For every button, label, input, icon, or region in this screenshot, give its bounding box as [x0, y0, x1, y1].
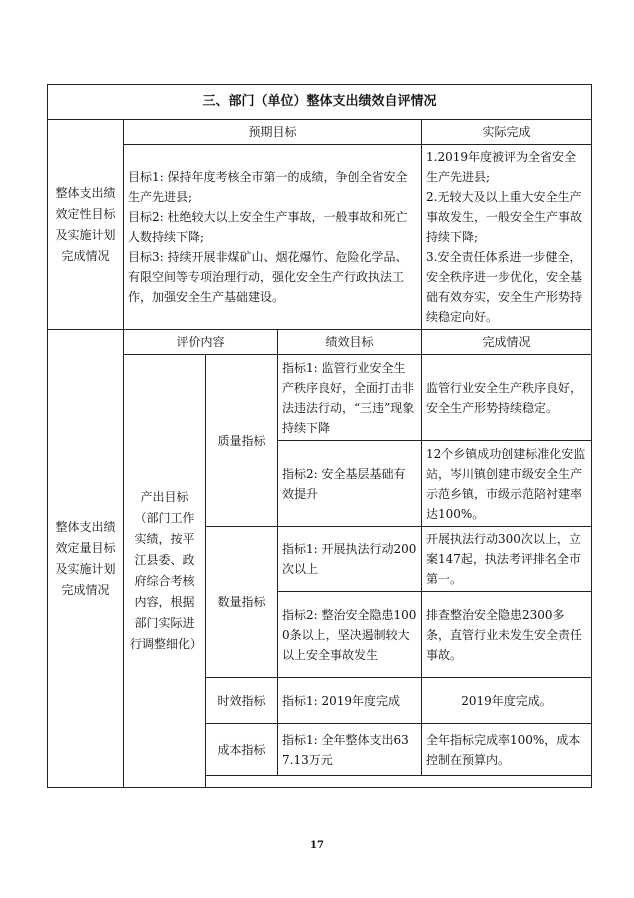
cost-target-1: 指标1: 全年整体支出637.13万元: [278, 724, 422, 776]
evaluation-table-frame: [47, 84, 591, 788]
quantitative-label: 整体支出绩效定量目标及实施计划完成情况: [48, 330, 124, 788]
qualitative-label: 整体支出绩效定性目标及实施计划完成情况: [48, 120, 124, 330]
quantity-done-2: 排查整治安全隐患2300多条，直管行业未发生安全责任事故。: [422, 592, 592, 678]
expected-goals-text: 目标1: 保持年度考核全市第一的成绩，争创全省安全生产先进县; 目标2: 杜绝较大以上安全生产事故，一般事故和死亡人数持续下降; 目标3: 持续开展非煤矿山、烟花爆竹、危险化学品、有限空间等专项治理行动，强化安全生产行政执法工作，加强安全生产基础建设。: [124, 145, 422, 330]
quantity-done-1: 开展执法行动300次以上，立案147起，执法考评排名全市第一。: [422, 527, 592, 592]
output-goal-label: 产出目标（部门工作实绩，按平江县委、政府综合考核内容，根据部门实际进行调整细化）: [124, 355, 206, 788]
actual-completion-header: 实际完成: [422, 120, 592, 145]
quality-target-2: 指标2: 安全基层基础有效提升: [278, 441, 422, 527]
quantity-target-2: 指标2: 整治安全隐患1000条以上，坚决遏制较大以上安全事故发生: [278, 592, 422, 678]
timeliness-done-1: 2019年度完成。: [422, 678, 592, 724]
actual-completion-text: 1.2019年度被评为全省安全生产先进县; 2.无较大及以上重大安全生产事故发生，一般安全生产事故持续下降; 3.安全责任体系进一步健全，安全秩序进一步优化，安全基础有效夯实，安全生产形势持续稳定向好。: [422, 145, 592, 330]
performance-table: [47, 84, 592, 788]
eval-content-header: 评价内容: [124, 330, 278, 355]
cost-done-1: 全年指标完成率100%，成本控制在预算内。: [422, 724, 592, 776]
quality-done-1: 监管行业安全生产秩序良好，安全生产形势持续稳定。: [422, 355, 592, 441]
completion-status-header: 完成情况: [422, 330, 592, 355]
quality-indicator-label: 质量指标: [206, 355, 278, 527]
quantity-indicator-label: 数量指标: [206, 527, 278, 678]
quantity-target-1: 指标1: 开展执法行动200次以上: [278, 527, 422, 592]
quality-done-2: 12个乡镇成功创建标准化安监站，岑川镇创建市级安全生产示范乡镇，市级示范陪衬建率达100%。: [422, 441, 592, 527]
timeliness-target-1: 指标1: 2019年度完成: [278, 678, 422, 724]
cost-indicator-label: 成本指标: [206, 724, 278, 776]
table-bottom-spacer: [206, 776, 592, 788]
page-number: 17: [310, 840, 324, 851]
timeliness-indicator-label: 时效指标: [206, 678, 278, 724]
section-title: 三、部门（单位）整体支出绩效自评情况: [48, 85, 592, 120]
quality-target-1: 指标1: 监管行业安全生产秩序良好，全面打击非法违法行动，“三违”现象持续下降: [278, 355, 422, 441]
expected-goal-header: 预期目标: [124, 120, 422, 145]
performance-target-header: 绩效目标: [278, 330, 422, 355]
